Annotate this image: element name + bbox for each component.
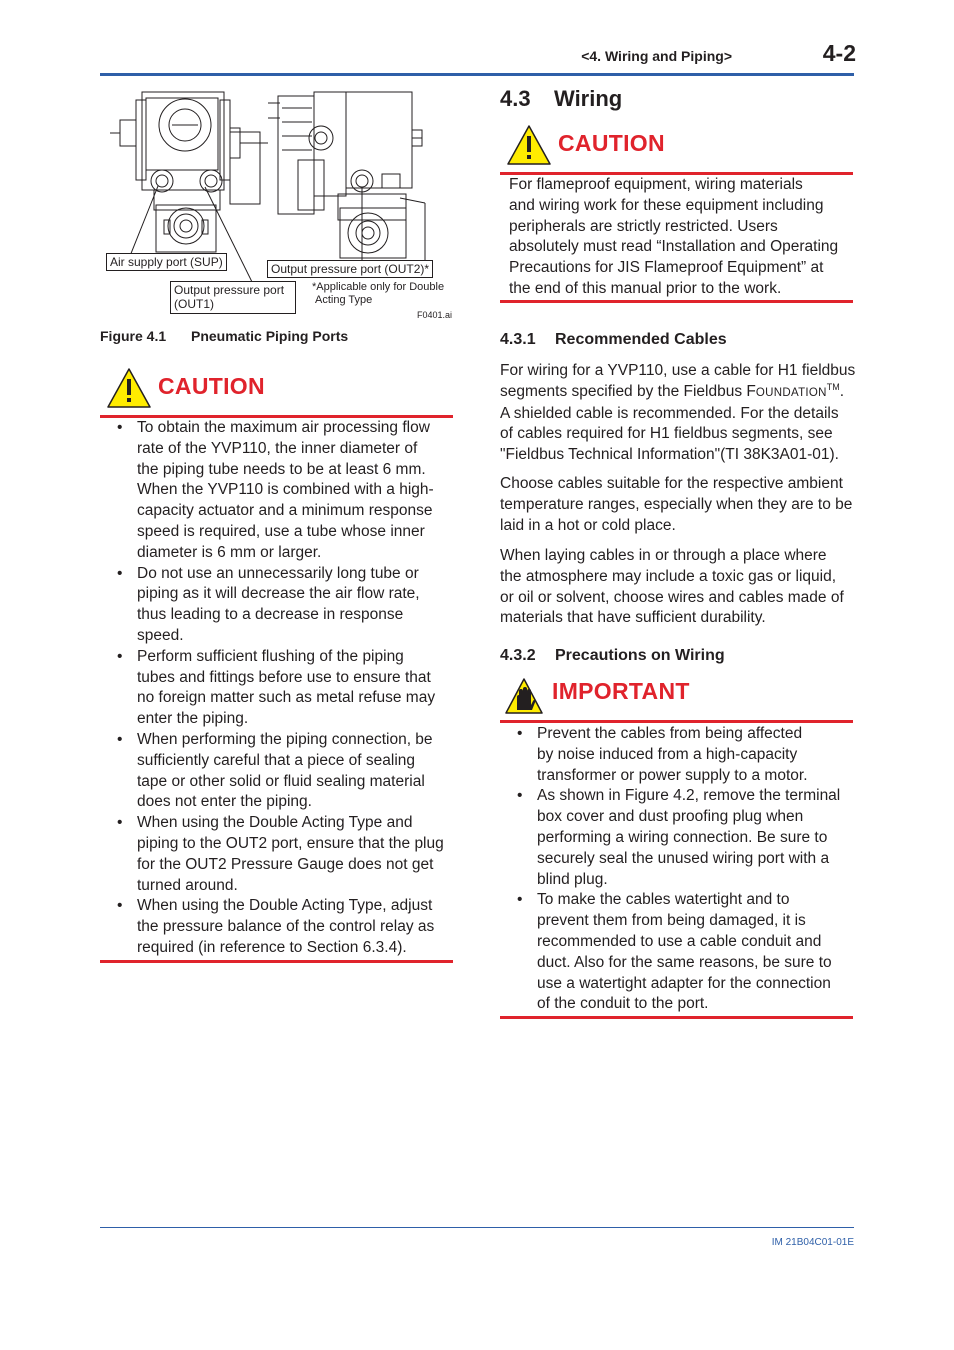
paragraph-line: A shielded cable is recommended. For the details <box>500 404 839 422</box>
paragraph-line: or oil or solvent, choose wires and cables made of <box>500 588 844 606</box>
list-line: When using the Double Acting Type, adjust <box>137 897 433 915</box>
list-line: for the OUT2 Pressure Gauge does not get <box>137 855 434 873</box>
caution-list-item <box>100 813 456 896</box>
caution-list-item <box>100 564 456 647</box>
document-number: IM 21B04C01-01E <box>771 1237 854 1248</box>
caution-text-line: absolutely must read “Installation and Operating <box>509 238 839 256</box>
paragraph-line: "Fieldbus Technical Information"(TI 38K3A01-01). <box>500 446 839 464</box>
important-list-item <box>500 786 856 890</box>
footer-rule <box>100 1227 854 1228</box>
bullet: • <box>117 564 123 582</box>
left-caution-title: CAUTION <box>158 373 265 399</box>
list-line: the piping tube needs to be at least 6 mm. <box>137 460 426 478</box>
bullet: • <box>517 725 523 742</box>
list-line: Do not use an unnecessarily long tube or <box>137 564 419 582</box>
out1-label-line: Output pressure port <box>174 283 285 297</box>
bullet: • <box>517 787 523 805</box>
recommended-cables-paragraph-2 <box>500 474 856 536</box>
bullet: • <box>117 897 123 915</box>
paragraph-line: the atmosphere may include a toxic gas or liquid, <box>500 567 837 585</box>
section-number: 4.3 <box>500 86 531 111</box>
list-line: When using the Double Acting Type and <box>137 814 413 832</box>
caution-list-item <box>100 896 456 958</box>
list-line: To obtain the maximum air processing flow <box>137 419 430 436</box>
left-caution-bottom-rule <box>100 960 453 963</box>
list-line: speed is required, use a tube whose inner <box>137 522 425 540</box>
list-line: required (in reference to Section 6.3.4). <box>137 938 407 956</box>
list-line: diameter is 6 mm or larger. <box>137 543 322 561</box>
caution-list-item <box>100 647 456 730</box>
list-line: box cover and dust proofing plug when <box>537 808 804 826</box>
list-line: enter the piping. <box>137 710 249 728</box>
note-line: Acting Type <box>315 294 373 306</box>
right-caution-bottom-rule <box>500 300 853 303</box>
important-title: IMPORTANT <box>552 678 690 704</box>
right-caution-header <box>500 119 853 175</box>
out1-label-line: (OUT1) <box>174 297 214 311</box>
list-line: the pressure balance of the control relay as <box>137 918 435 936</box>
paragraph-line: When laying cables in or through a place where <box>500 547 827 564</box>
double-acting-note <box>312 281 444 307</box>
caution-text-line: peripherals are strictly restricted. Users <box>509 217 778 235</box>
trademark-mark: TM <box>826 381 840 392</box>
figure-caption <box>100 328 348 344</box>
bullet: • <box>117 647 123 665</box>
list-line: performing a wiring connection. Be sure to <box>537 828 828 846</box>
list-line: of the conduit to the port. <box>537 995 709 1013</box>
hand-warning-icon <box>504 677 544 715</box>
page-number: 4-2 <box>822 40 856 66</box>
paragraph-line: laid in a hot or cold place. <box>500 516 676 534</box>
caution-list-item <box>100 730 456 813</box>
list-line: piping as it will decrease the air flow rate, <box>137 585 420 603</box>
list-line: no foreign matter such as metal refuse may <box>137 689 436 707</box>
figure-file-id: F0401.ai <box>417 310 453 320</box>
list-line: blind plug. <box>537 870 608 888</box>
warning-triangle-icon <box>106 367 152 409</box>
list-line: rate of the YVP110, the inner diameter of <box>137 439 418 457</box>
paragraph-line: of cables required for H1 fieldbus segments, see <box>500 425 833 443</box>
section-heading <box>500 86 622 112</box>
subsection-title: Recommended Cables <box>555 331 727 348</box>
out2-port-label: Output pressure port (OUT2)* <box>267 260 433 278</box>
list-line: securely seal the unused wiring port with a <box>537 849 830 867</box>
list-line: by noise induced from a high-capacity <box>537 745 798 763</box>
list-line: sufficiently careful that a piece of sealing <box>137 751 416 769</box>
caution-text-line: For flameproof equipment, wiring materials <box>509 176 803 193</box>
list-line: does not enter the piping. <box>137 793 312 811</box>
caution-text-line: Precautions for JIS Flameproof Equipment” at <box>509 259 824 277</box>
list-line: tubes and fittings before use to ensure that <box>137 668 431 686</box>
paragraph-line: For wiring for a YVP110, use a cable for H1 fieldbus <box>500 362 856 379</box>
air-supply-port-label: Air supply port (SUP) <box>106 253 227 271</box>
important-bottom-rule <box>500 1016 853 1019</box>
text-run: segments specified by the Fieldbus F <box>500 382 756 400</box>
list-line: When performing the piping connection, be <box>137 730 433 748</box>
paragraph-line: materials that have sufficient durability. <box>500 609 766 627</box>
recommended-cables-paragraph-3 <box>500 546 856 629</box>
list-line: recommended to use a cable conduit and <box>537 932 822 950</box>
right-caution-title: CAUTION <box>558 130 665 156</box>
header-chapter-title: <4. Wiring and Piping> <box>581 48 732 64</box>
subsection-title: Precautions on Wiring <box>555 647 725 664</box>
list-line: When the YVP110 is combined with a high- <box>137 481 434 499</box>
list-line: transformer or power supply to a motor. <box>537 766 808 784</box>
right-caution-text <box>509 175 853 300</box>
foundation-smallcaps: OUNDATION <box>755 386 827 399</box>
list-line: duct. Also for the same reasons, be sure to <box>537 953 832 971</box>
list-line: prevent them from being damaged, it is <box>537 912 806 930</box>
figure-number: Figure 4.1 <box>100 328 167 344</box>
bullet: • <box>517 891 523 909</box>
list-line: thus leading to a decrease in response <box>137 606 404 624</box>
figure-title: Pneumatic Piping Ports <box>191 328 349 344</box>
warning-triangle-icon <box>506 124 552 166</box>
list-line: speed. <box>137 626 184 644</box>
header-rule <box>100 73 854 76</box>
pneumatic-ports-figure <box>100 88 456 323</box>
subsection-number: 4.3.1 <box>500 331 536 348</box>
section-title: Wiring <box>554 86 623 111</box>
list-line: To make the cables watertight and to <box>537 891 790 909</box>
subsection-heading-4-3-1 <box>500 331 727 349</box>
list-line: Perform sufficient flushing of the piping <box>137 647 404 665</box>
caution-list-item <box>100 418 456 564</box>
bullet: • <box>117 419 123 436</box>
important-list-item <box>500 724 856 786</box>
subsection-heading-4-3-2 <box>500 647 725 665</box>
important-list <box>500 724 856 1015</box>
important-header <box>500 667 853 723</box>
list-line: turned around. <box>137 876 238 894</box>
important-list-item <box>500 890 856 1015</box>
out1-port-label <box>170 281 296 314</box>
bullet: • <box>117 730 123 748</box>
paragraph-line: Choose cables suitable for the respective ambient <box>500 475 843 492</box>
bullet: • <box>117 814 123 832</box>
list-line: As shown in Figure 4.2, remove the terminal <box>537 787 841 805</box>
left-caution-header <box>100 362 453 418</box>
paragraph-line <box>500 382 856 404</box>
note-line: *Applicable only for Double <box>312 281 445 293</box>
list-line: piping to the OUT2 port, ensure that the plug <box>137 834 444 852</box>
paragraph-line: temperature ranges, especially when they are to be <box>500 495 853 513</box>
subsection-number: 4.3.2 <box>500 647 536 664</box>
list-line: use a watertight adapter for the connection <box>537 974 831 992</box>
caution-text-line: the end of this manual prior to the work. <box>509 279 782 297</box>
text-run: . <box>839 382 845 400</box>
list-line: tape or other solid or fluid sealing material <box>137 772 425 790</box>
caution-text-line: and wiring work for these equipment including <box>509 196 824 214</box>
list-line: Prevent the cables from being affected <box>537 725 803 742</box>
left-caution-list <box>100 418 456 959</box>
recommended-cables-paragraph-1 <box>500 361 856 466</box>
list-line: capacity actuator and a minimum response <box>137 502 433 520</box>
important-top-rule <box>500 720 853 723</box>
